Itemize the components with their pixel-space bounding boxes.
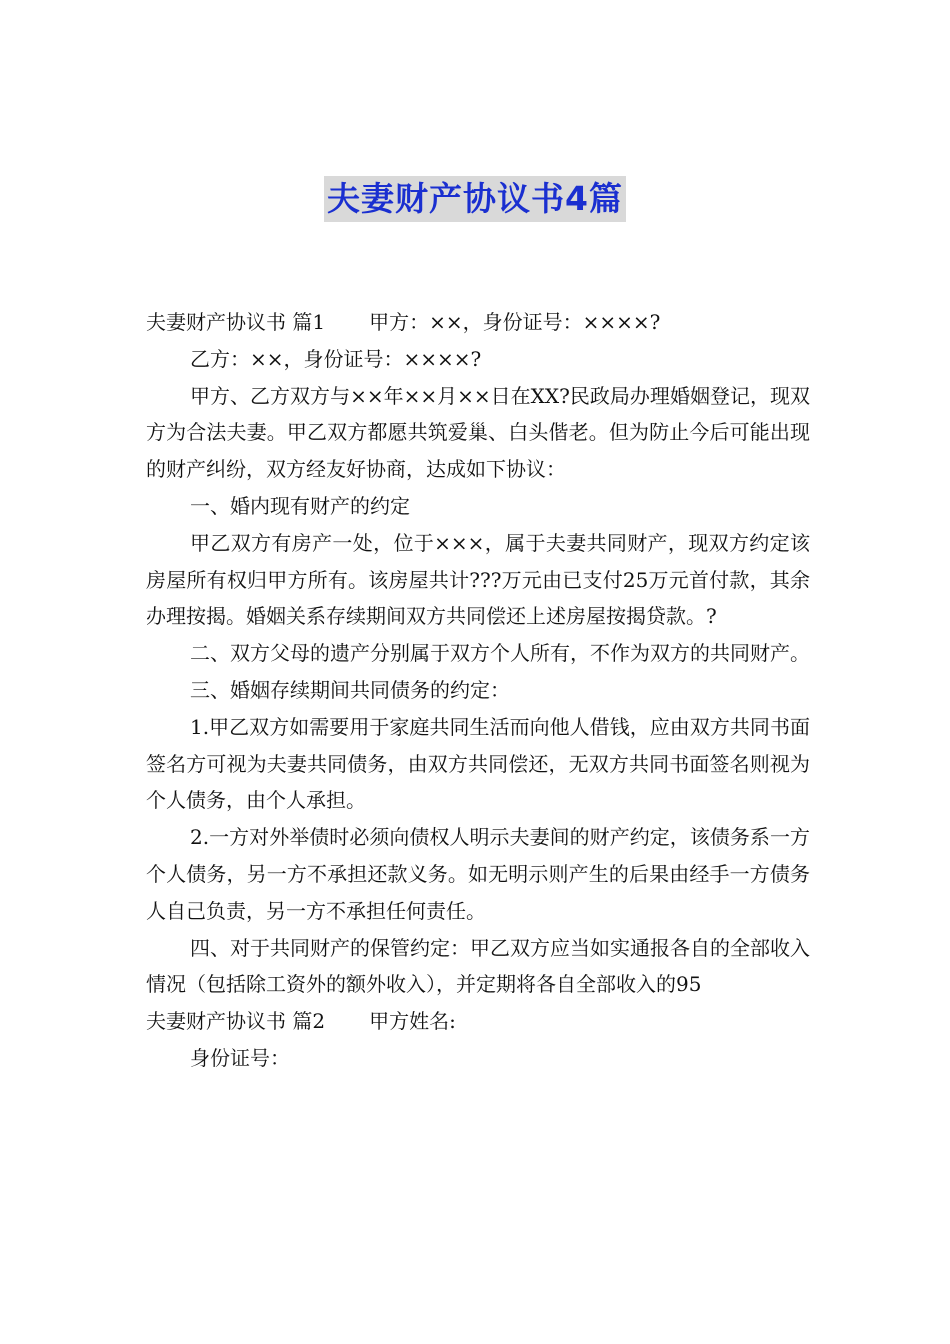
paragraph-clause-3-item-2: 2.一方对外举债时必须向债权人明示夫妻间的财产约定，该债务系一方个人债务，另一方不承担还款义务。如无明示则产生的后果由经手一方债务人自己负责，另一方不承担任何责任。 bbox=[146, 825, 810, 923]
party-a-line: 甲方：××，身份证号：××××? bbox=[369, 310, 661, 334]
party-a-name-line: 甲方姓名: bbox=[369, 1009, 456, 1034]
section-heading: 夫妻财产协议书 篇1 bbox=[146, 310, 326, 334]
paragraph-clause-3-item-1: 1.甲乙双方如需要用于家庭共同生活而向他人借钱，应由双方共同书面签名方可视为夫妻共同债务，由双方共同偿还，无双方共同书面签名则视为个人债务，由个人承担。 bbox=[146, 714, 810, 813]
paragraph-clause-2: 二、双方父母的遗产分别属于双方个人所有，不作为双方的共同财产。 bbox=[190, 641, 810, 666]
paragraph-id-number: 身份证号： bbox=[190, 1045, 290, 1070]
title-container bbox=[0, 176, 950, 222]
section-heading: 夫妻财产协议书 篇2 bbox=[146, 1009, 326, 1034]
paragraph-section-1-heading bbox=[146, 304, 810, 341]
paragraph-clause-1-title: 一、婚内现有财产的约定 bbox=[190, 493, 410, 518]
paragraph-section-2-heading bbox=[146, 1003, 810, 1040]
document-body bbox=[146, 304, 810, 1077]
document-title: 夫妻财产协议书4篇 bbox=[324, 176, 626, 222]
paragraph-party-b: 乙方：××，身份证号：××××? bbox=[190, 346, 482, 371]
paragraph-clause-1-body: 甲乙双方有房产一处，位于×××，属于夫妻共同财产，现双方约定该房屋所有权归甲方所有。该房屋共计???万元由已支付25万元首付款，其余办理按揭。婚姻关系存续期间双方共同偿还上述房屋按揭贷款。? bbox=[146, 530, 810, 629]
paragraph-preamble: 甲方、乙方双方与××年××月××日在XX?民政局办理婚姻登记，现双方为合法夫妻。甲乙双方都愿共筑爱巢、白头偕老。但为防止今后可能出现的财产纠纷，双方经友好协商，达成如下协议： bbox=[146, 383, 810, 482]
paragraph-clause-4: 四、对于共同财产的保管约定：甲乙双方应当如实通报各自的全部收入情况（包括除工资外的额外收入），并定期将各自全部收入的95 bbox=[146, 935, 810, 997]
paragraph-clause-3-title: 三、婚姻存续期间共同债务的约定： bbox=[190, 677, 510, 702]
